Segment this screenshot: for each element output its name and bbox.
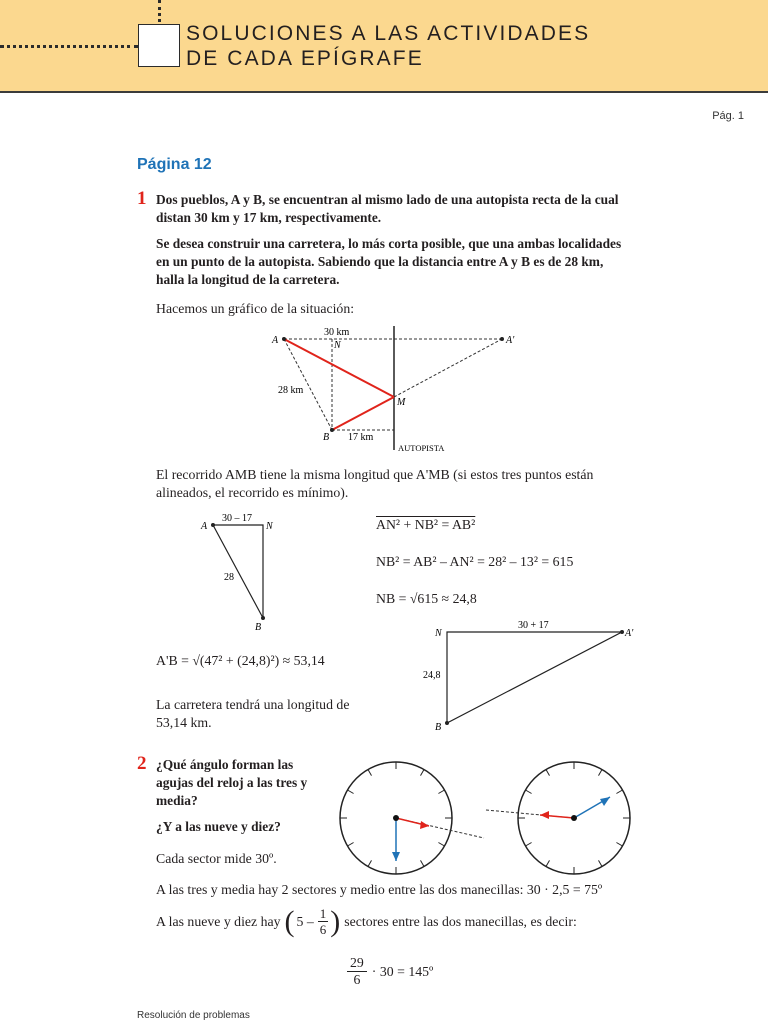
problem-2-question-2: ¿Y a las nueve y diez?: [156, 819, 281, 834]
clock-tick: [599, 860, 603, 866]
clock-three-thirty: [336, 758, 486, 880]
fig1-label-M: M: [397, 397, 406, 408]
clock-tick: [546, 860, 550, 866]
fig1-dotted-M-Aprime: [394, 339, 502, 397]
fig1-label-28km: 28 km: [278, 385, 304, 396]
equation-nb: [376, 591, 477, 607]
clock-tick: [368, 770, 372, 776]
problem-2-answer-2: A las tres y media hay 2 sectores y medio entre las dos manecillas: 30 · 2,5 = 75º: [156, 882, 603, 897]
fig1-red-M-B: [332, 397, 394, 430]
paren-close: ): [330, 904, 341, 938]
final-rest: · 30 = 145º: [371, 963, 434, 979]
problem-2-answer-3: [156, 906, 577, 937]
fig3-label-Aprime: A': [625, 628, 634, 639]
fig3-label-top: 30 + 17: [518, 620, 549, 631]
final-fraction: [347, 955, 367, 988]
figure-triangle-small: [196, 508, 286, 636]
problem-1-question-2: Se desea construir una carretera, lo más corta posible, que una ambas localidades en un punto de la autopista. Sabiendo que la distancia entre A y B es de 28 km, halla la longitud de la carretera.: [156, 236, 622, 287]
eq4-text: A'B = √(47² + (24,8)²) ≈ 53,14: [156, 653, 325, 668]
header-title: [186, 21, 590, 71]
clock-tick: [368, 860, 372, 866]
problem-1-intro: Hacemos un gráfico de la situación:: [156, 301, 355, 316]
a3-fraction: [318, 906, 329, 937]
eq3-text: NB = √615 ≈ 24,8: [376, 591, 477, 606]
clock-tick: [526, 843, 532, 847]
clock-tick: [616, 843, 622, 847]
figure-autopista: [260, 322, 530, 454]
fig3-label-N: N: [435, 628, 442, 639]
clock-tick: [348, 843, 354, 847]
problem-1-explanation: El recorrido AMB tiene la misma longitud que A'MB (si estos tres puntos están alineados, el recorrido es mínimo).: [156, 467, 594, 500]
fig1-label-N: N: [334, 340, 341, 351]
fig1-label-B: B: [323, 432, 330, 443]
section-title: Página 12: [137, 156, 212, 173]
fig1-label-Aprime: A': [506, 335, 515, 346]
clock-tick: [348, 790, 354, 794]
final-num: 29: [347, 955, 367, 972]
footer-text: Resolución de problemas: [137, 1010, 250, 1021]
clock-tick: [421, 770, 425, 776]
clock-tick: [599, 770, 603, 776]
problem-2-final: [347, 955, 433, 988]
fig1-label-autopista: AUTOPISTA: [398, 443, 445, 453]
a3-post: sectores entre las dos manecillas, es decir:: [344, 913, 577, 929]
problem-2-answer-1: Cada sector mide 30º.: [156, 851, 277, 866]
problem-2-question-1: ¿Qué ángulo forman las agujas del reloj a las tres y media?: [156, 757, 308, 808]
eq1-text: AN² + NB² = AB²: [376, 517, 476, 532]
page-number: Pág. 1: [712, 110, 744, 122]
fig3-label-B: B: [435, 722, 442, 733]
equation-aprime-b: [156, 653, 325, 669]
fig3-label-side: 24,8: [423, 670, 441, 681]
header-title-line2: DE CADA EPÍGRAFE: [186, 47, 424, 70]
fig2-label-side: 28: [224, 572, 234, 583]
paren-open: (: [284, 904, 295, 938]
fig1-label-A: A: [272, 335, 279, 346]
problem-1-question-1: Dos pueblos, A y B, se encuentran al mismo lado de una autopista recta de la cual distan 30 km y 17 km, respectivamente.: [156, 192, 619, 225]
header-box: [138, 24, 180, 67]
clock-tick: [438, 790, 444, 794]
fig2-label-A: A: [201, 521, 208, 532]
clock-tick: [616, 790, 622, 794]
a3-whole: 5 –: [296, 913, 314, 929]
a3-pre: A las nueve y diez hay: [156, 913, 281, 929]
fig2-label-top: 30 – 17: [222, 513, 252, 524]
clock-tick: [526, 790, 532, 794]
a3-frac-num: 1: [319, 906, 327, 921]
eq2-text: NB² = AB² – AN² = 28² – 13² = 615: [376, 554, 574, 569]
clock-tick: [421, 860, 425, 866]
fig1-label-17km: 17 km: [348, 432, 374, 443]
fig2-label-N: N: [266, 521, 273, 532]
header-title-line1: SOLUCIONES A LAS ACTIVIDADES: [186, 22, 591, 45]
equation-pythagoras: [376, 517, 475, 533]
header-dotted-line-vertical: [158, 0, 161, 22]
header-dotted-line: [0, 45, 138, 48]
clock-tick: [546, 770, 550, 776]
problem-1-number: 1: [137, 188, 147, 209]
problem-1-conclusion: La carretera tendrá una longitud de 53,14 km.: [156, 697, 350, 730]
fig1-label-30km: 30 km: [324, 327, 350, 338]
final-den: 6: [353, 972, 361, 987]
a3-frac-den: 6: [319, 922, 327, 937]
header-banner: [0, 0, 768, 93]
clock-nine-ten: [482, 758, 634, 880]
fig2-label-B: B: [255, 622, 262, 633]
equation-nb-squared: [376, 554, 573, 570]
figure-triangle-large: [420, 618, 640, 736]
problem-2-number: 2: [137, 753, 147, 774]
clock-tick: [438, 843, 444, 847]
